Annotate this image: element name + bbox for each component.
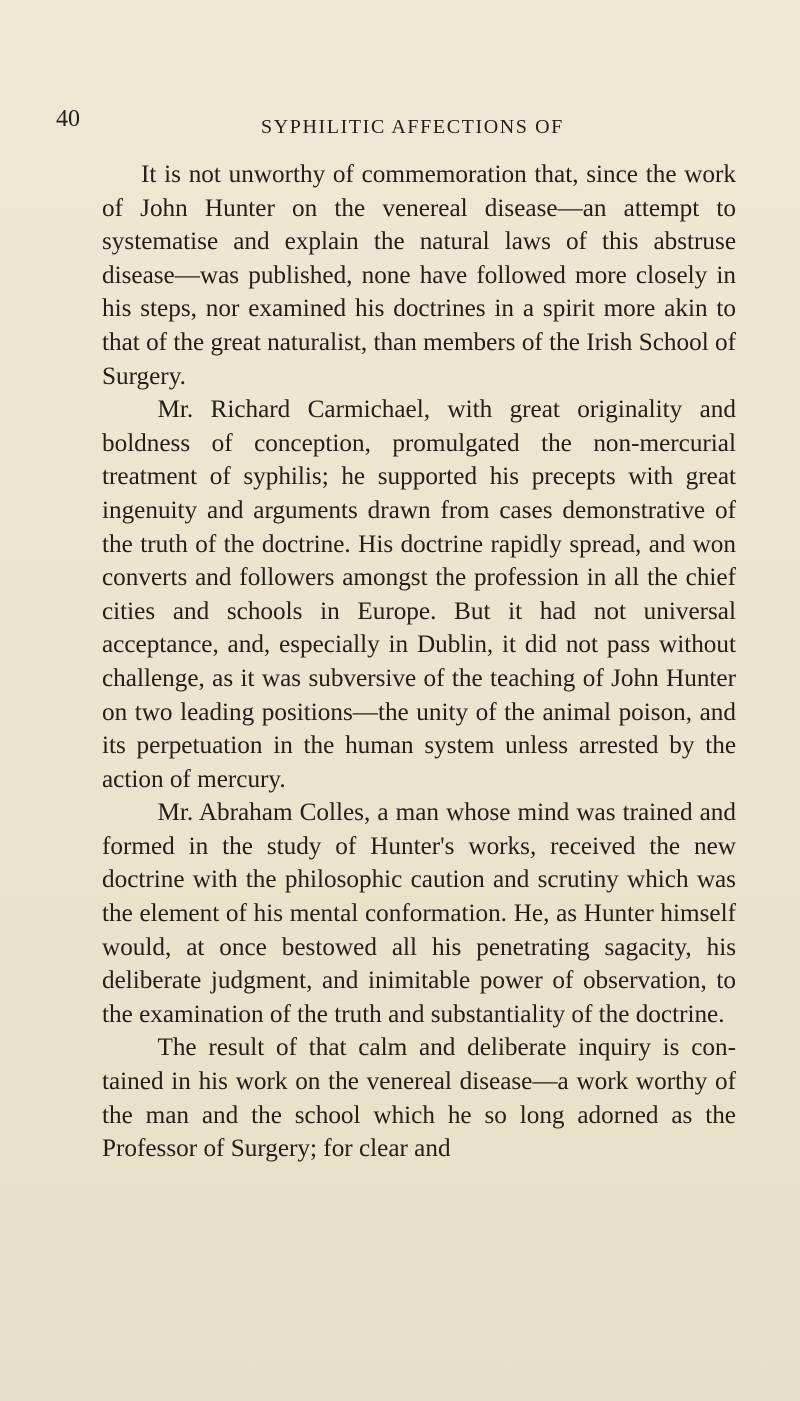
page-number: 40 [56,106,80,132]
paragraph-2: Mr. Richard Carmichael, with great originality and boldness of conception, promulgated the non-mercurial treatment of syphilis; he supported his precepts with great ingenuity and arguments drawn from cases demonstrative of the truth of the doctrine. His doctrine rapidly spread, and won converts and followers amongst the profession in all the chief cities and schools in Europe. But it had not universal acceptance, and, especially in Dublin, it did not pass without challenge, as it was subversive of the teaching of John Hunter on two leading positions—the unity of the animal poison, and its perpetuation in the human system unless arrested by the action of mercury. [102,396,736,793]
body-text [102,158,736,1166]
paragraph-3: Mr. Abraham Colles, a man whose mind was trained and formed in the study of Hunter's works, received the new doctrine with the philosophic caution and scrutiny which was the element of his mental conformation. He, as Hunter himself would, at once bestowed all his penetrating sagacity, his deliberate judgment, and inimitable power of observation, to the examination of the truth and substantiality of the doctrine. [102,799,736,1028]
paragraph-1: It is not unworthy of commemoration that, since the work of John Hunter on the venereal disease—an attempt to systematise and explain the natural laws of this abstruse disease—was published, none have followed more closely in his steps, nor examined his doctrines in a spirit more akin to that of the great naturalist, than members of the Irish School of Surgery. [102,161,736,390]
page-header [56,106,756,146]
running-head: SYPHILITIC AFFECTIONS OF [261,116,564,138]
paragraph-4: The result of that calm and deliberate inquiry is contained in his work on the venereal disease—a work worthy of the man and the school which he so long adorned as the Professor of Surgery; for clear and [102,1034,736,1163]
